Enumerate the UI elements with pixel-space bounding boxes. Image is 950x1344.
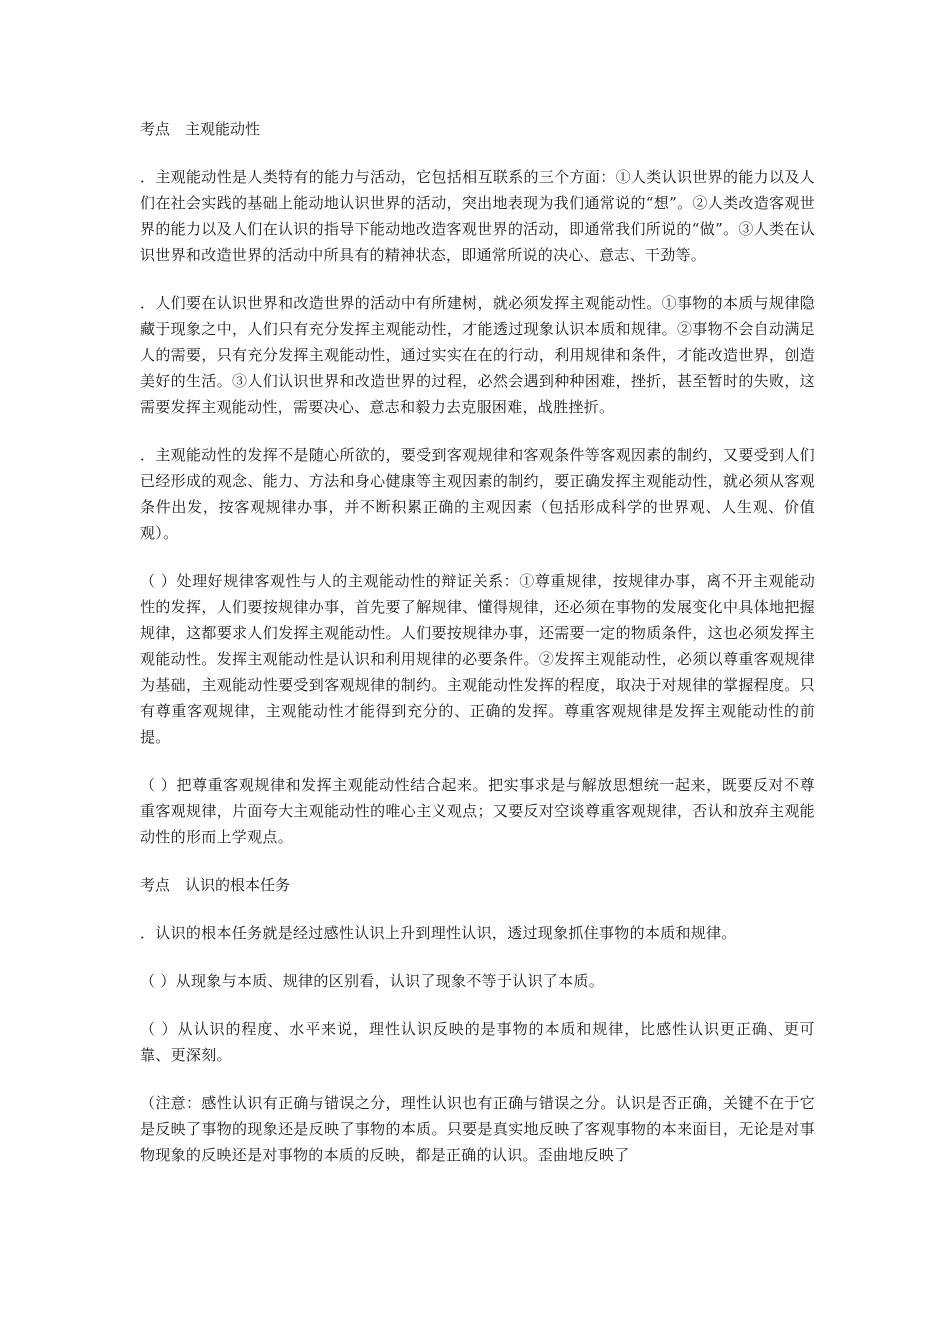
paragraph: ．人们要在认识世界和改造世界的活动中有所建树，就必须发挥主观能动性。①事物的本质与规律隐藏于现象之中，人们只有充分发挥主观能动性，才能透过现象认识本质和规律。②事物不会自动满足人的需要，只有充分发挥主观能动性，通过实实在在的行动，利用规律和条件，才能改造世界，创造美好的生活。③人们认识世界和改造世界的过程，必然会遇到种种困难，挫折，甚至暂时的失败，这需要发挥主观能动性，需要决心、意志和毅力去克服困难，战胜挫折。 <box>140 294 815 416</box>
paragraph: ．主观能动性是人类特有的能力与活动，它包括相互联系的三个方面：①人类认识世界的能力以及人们在社会实践的基础上能动地认识世界的活动，突出地表现为我们通常说的“想”。②人类改造客观世界的能力以及人们在认识的指导下能动地改造客观世界的活动，即通常我们所说的“做”。③人类在认识世界和改造世界的活动中所具有的精神状态，即通常所说的决心、意志、干劲等。 <box>140 168 815 264</box>
paragraph: ．主观能动性的发挥不是随心所欲的，要受到客观规律和客观条件等客观因素的制约，又要受到人们已经形成的观念、能力、方法和身心健康等主观因素的制约，要正确发挥主观能动性，就必须从客观条件出发，按客观规律办事，并不断积累正确的主观因素（包括形成科学的世界观、人生观、价值观）。 <box>140 446 815 542</box>
paragraph: （ ）处理好规律客观性与人的主观能动性的辩证关系：①尊重规律，按规律办事，离不开主观能动性的发挥，人们要按规律办事，首先要了解规律、懂得规律，还必须在事物的发展变化中具体地把握规律，这都要求人们发挥主观能动性。人们要按规律办事，还需要一定的物质条件，这也必须发挥主观能动性。发挥主观能动性是认识和利用规律的必要条件。②发挥主观能动性，必须以尊重客观规律为基础，主观能动性要受到客观规律的制约。主观能动性发挥的程度，取决于对规律的掌握程度。只有尊重客观规律，主观能动性才能得到充分的、正确的发挥。尊重客观规律是发挥主观能动性的前提。 <box>140 572 815 746</box>
section-heading-subjective-initiative: 考点 主观能动性 <box>140 120 261 138</box>
paragraph: （ ）把尊重客观规律和发挥主观能动性结合起来。把实事求是与解放思想统一起来，既要反对不尊重客观规律，片面夸大主观能动性的唯心主义观点；又要反对空谈尊重客观规律，否认和放弃主观能动性的形而上学观点。 <box>140 776 815 846</box>
paragraph: ．认识的根本任务就是经过感性认识上升到理性认识，透过现象抓住事物的本质和规律。 <box>140 924 737 942</box>
paragraph: （ ）从认识的程度、水平来说，理性认识反映的是事物的本质和规律，比感性认识更正确、更可靠、更深刻。 <box>140 1020 815 1064</box>
section-heading-cognition-task: 考点 认识的根本任务 <box>140 876 291 894</box>
paragraph: （注意：感性认识有正确与错误之分，理性认识也有正确与错误之分。认识是否正确，关键不在于它是反映了事物的现象还是反映了事物的本质。只要是真实地反映了客观事物的本来面目，无论是对事物现象的反映还是对事物的本质的反映，都是正确的认识。歪曲地反映了 <box>140 1094 815 1164</box>
paragraph: （ ）从现象与本质、规律的区别看，认识了现象不等于认识了本质。 <box>140 972 605 990</box>
document-page <box>140 116 815 1190</box>
